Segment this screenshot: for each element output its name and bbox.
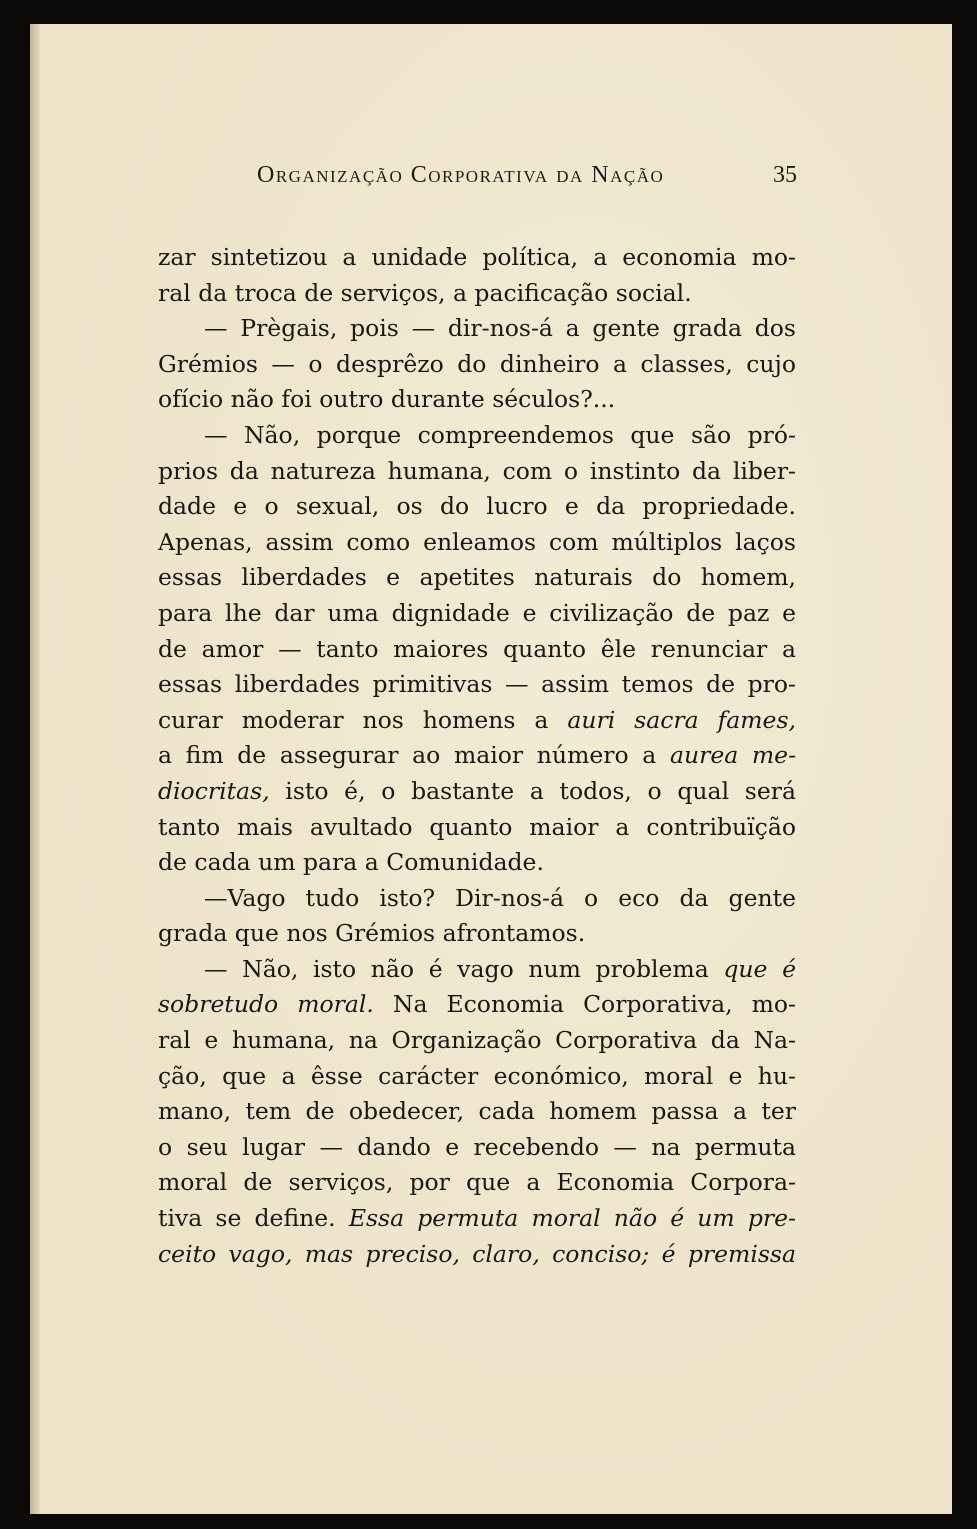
text-segment: tanto mais avultado quanto maior a contribuïção bbox=[158, 812, 796, 841]
text-line bbox=[158, 632, 796, 668]
text-segment: —Vago tudo isto? Dir-nos-á o eco da gente bbox=[204, 883, 796, 912]
text-segment: Apenas, assim como enleamos com múltiplos laços bbox=[158, 527, 796, 556]
text-line bbox=[158, 418, 796, 454]
italic-text-segment: sobretudo moral. bbox=[158, 990, 374, 1019]
text-line bbox=[158, 1094, 796, 1130]
text-segment: grada que nos Grémios afrontamos. bbox=[158, 919, 586, 948]
text-segment: — Não, isto não é vago num problema bbox=[204, 954, 724, 983]
text-line bbox=[158, 916, 796, 952]
italic-text-segment: aurea me- bbox=[669, 741, 796, 770]
text-segment: mano, tem de obedecer, cada homem passa a ter bbox=[158, 1097, 796, 1126]
text-line bbox=[158, 703, 796, 739]
text-segment: a fim de assegurar ao maior número a bbox=[158, 741, 670, 770]
text-line bbox=[158, 845, 796, 881]
text-line bbox=[158, 1023, 796, 1059]
text-segment: zar sintetizou a unidade política, a economia mo- bbox=[158, 243, 796, 271]
italic-text-segment: que é bbox=[723, 954, 796, 983]
text-segment: moral de serviços, por que a Economia Corpora- bbox=[158, 1168, 796, 1197]
text-segment: Grémios — o desprêzo do dinheiro a classes, cujo bbox=[158, 349, 796, 378]
text-line bbox=[158, 774, 796, 810]
text-line bbox=[158, 525, 796, 561]
text-segment: ral da troca de serviços, a pacificação social. bbox=[158, 278, 692, 307]
text-segment: isto é, o bastante a todos, o qual será bbox=[269, 776, 796, 805]
italic-text-segment: ceito vago, mas preciso, claro, conciso; é premissa bbox=[158, 1239, 796, 1268]
text-segment: o seu lugar — dando e recebendo — na permuta bbox=[158, 1132, 796, 1161]
text-segment: ção, que a êsse carácter económico, moral e hu- bbox=[158, 1061, 796, 1090]
text-segment: Na Economia Corporativa, mo- bbox=[373, 990, 796, 1019]
text-segment: tiva se define. bbox=[158, 1204, 349, 1233]
page-header bbox=[257, 162, 797, 198]
text-line bbox=[158, 560, 796, 596]
text-line bbox=[158, 454, 796, 490]
text-line bbox=[158, 952, 796, 988]
text-line bbox=[158, 738, 796, 774]
page-gutter-shadow bbox=[30, 24, 40, 1514]
text-segment: ral e humana, na Organização Corporativa da Na- bbox=[158, 1026, 796, 1055]
page-number: 35 bbox=[773, 162, 797, 188]
text-line bbox=[158, 881, 796, 917]
text-segment: essas liberdades e apetites naturais do homem, bbox=[158, 563, 796, 592]
running-title: Organização Corporativa da Nação bbox=[257, 162, 665, 188]
text-line bbox=[158, 810, 796, 846]
text-segment: para lhe dar uma dignidade e civilização de paz e bbox=[158, 598, 796, 627]
text-line bbox=[158, 382, 796, 418]
italic-text-segment: Essa permuta moral não é um pre- bbox=[348, 1204, 796, 1233]
text-segment: ofício não foi outro durante séculos?... bbox=[158, 385, 616, 414]
italic-text-segment: auri sacra fames, bbox=[567, 705, 796, 734]
text-segment: essas liberdades primitivas — assim temos de pro- bbox=[158, 670, 796, 699]
italic-text-segment: diocritas, bbox=[158, 776, 270, 805]
text-segment: de amor — tanto maiores quanto êle renunciar a bbox=[158, 634, 796, 663]
text-segment: dade e o sexual, os do lucro e da propriedade. bbox=[158, 492, 796, 521]
text-segment: curar moderar nos homens a bbox=[158, 705, 568, 734]
text-line bbox=[158, 1237, 796, 1273]
text-line bbox=[158, 311, 796, 347]
text-segment: — Não, porque compreendemos que são pró- bbox=[204, 420, 796, 449]
text-segment: de cada um para a Comunidade. bbox=[158, 848, 544, 877]
text-line bbox=[158, 489, 796, 525]
text-segment: — Prègais, pois — dir-nos-á a gente grada dos bbox=[204, 314, 796, 343]
text-line bbox=[158, 1165, 796, 1201]
text-line bbox=[158, 1059, 796, 1095]
text-line bbox=[158, 596, 796, 632]
body-text bbox=[158, 240, 796, 1272]
text-line bbox=[158, 1130, 796, 1166]
text-segment: prios da natureza humana, com o instinto da liber- bbox=[158, 456, 796, 485]
text-line bbox=[158, 240, 796, 276]
text-line bbox=[158, 276, 796, 312]
text-line bbox=[158, 1201, 796, 1237]
text-line bbox=[158, 987, 796, 1023]
text-line bbox=[158, 347, 796, 383]
text-line bbox=[158, 667, 796, 703]
